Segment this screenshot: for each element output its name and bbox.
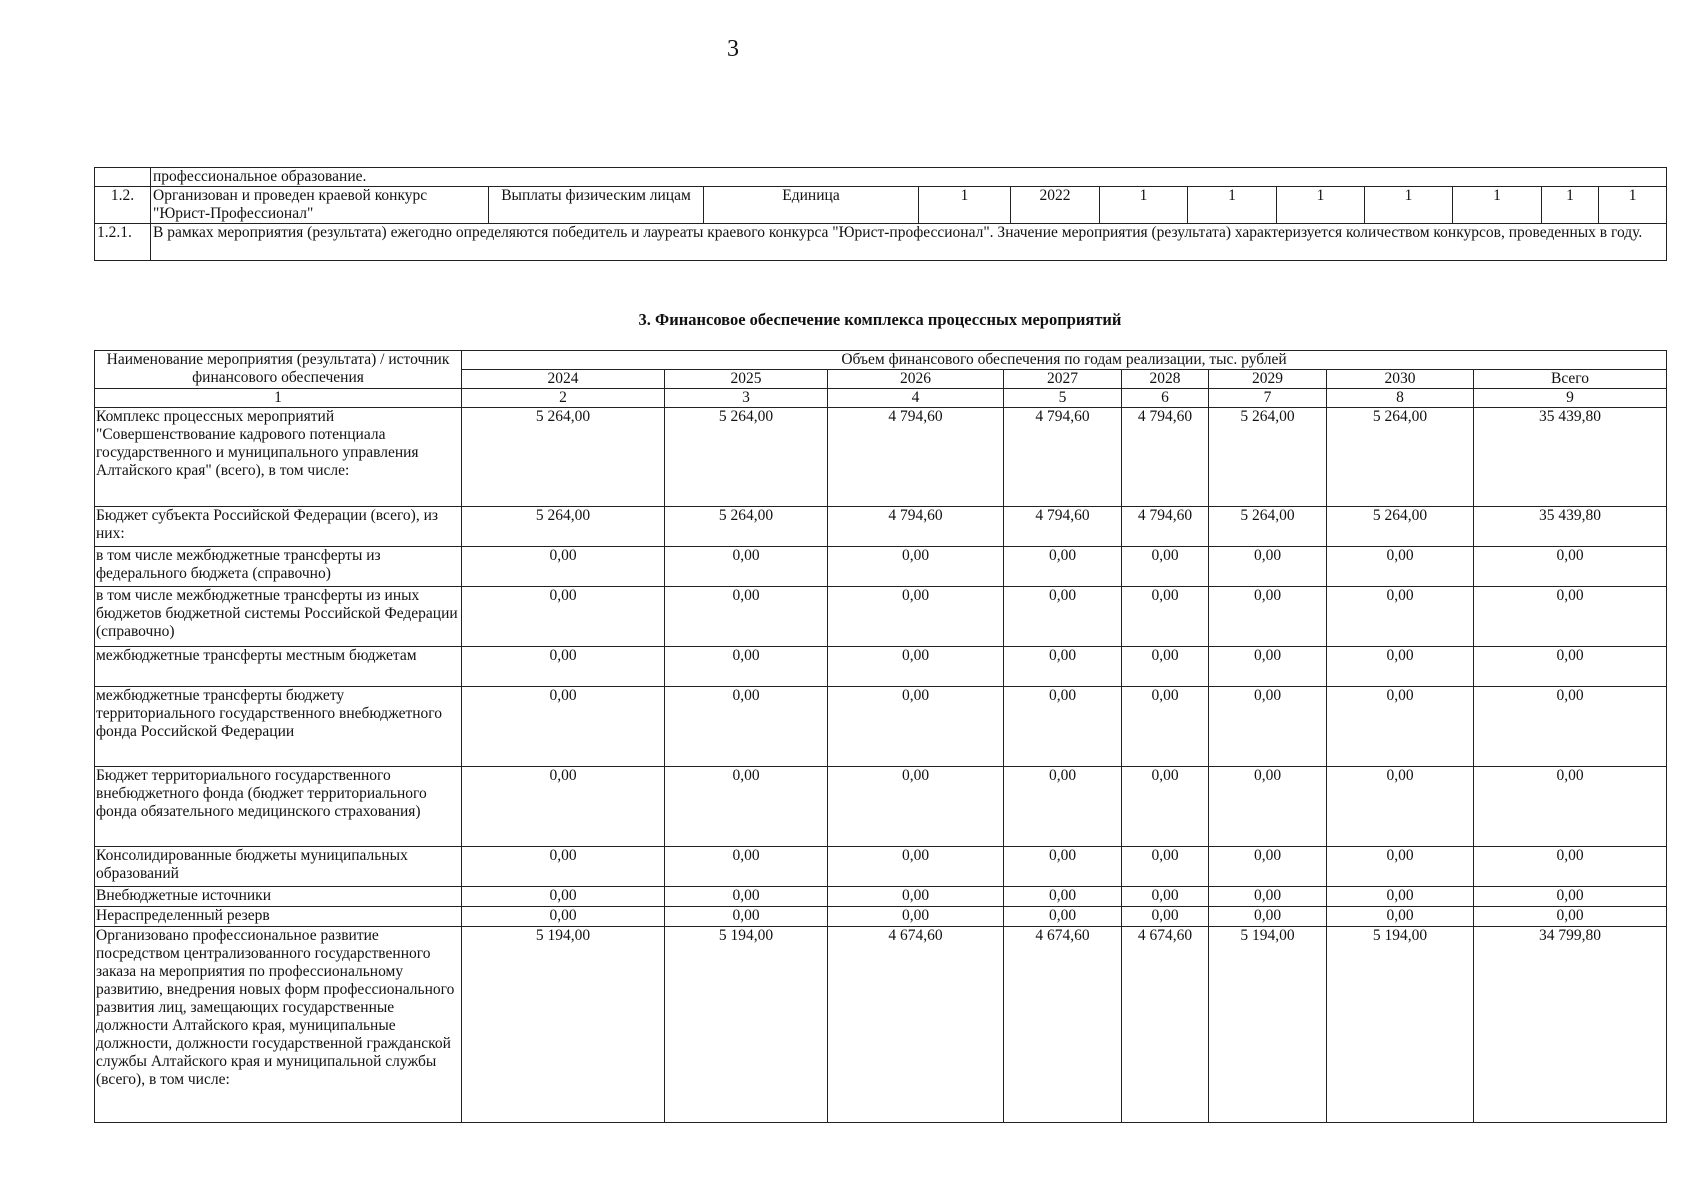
table-row: [95, 887, 1667, 907]
row-value: 0,00: [462, 547, 665, 587]
row-name: в том числе межбюджетные трансферты из иных бюджетов бюджетной системы Российской Федерации (справочно): [95, 587, 462, 647]
table-row: [95, 408, 1667, 507]
row-total: 0,00: [1474, 847, 1667, 887]
row-value: 0,00: [1004, 547, 1122, 587]
row-total: 35 439,80: [1474, 507, 1667, 547]
header-year: 2026: [828, 370, 1004, 389]
row-name: Организовано профессиональное развитие посредством централизованного государственного заказа на мероприятия по профессиональному развитию, внедрения новых форм профессионального развития лиц, замещающих государственные должности Алтайского края, муниципальные должности, должности государственной гражданской службы Алтайского края и муниципальной службы (всего), в том числе:: [95, 927, 462, 1123]
row-total: 0,00: [1474, 587, 1667, 647]
row-value: 0,00: [462, 687, 665, 767]
row-name: межбюджетные трансферты бюджету территориального государственного внебюджетного фонда Российской Федерации: [95, 687, 462, 767]
row-total: 0,00: [1474, 907, 1667, 927]
row-name: межбюджетные трансферты местным бюджетам: [95, 647, 462, 687]
table-row: [95, 767, 1667, 847]
row-value: 0,00: [665, 587, 828, 647]
continuation-text: профессиональное образование.: [151, 168, 1667, 187]
column-number: 7: [1209, 389, 1327, 408]
row-value: 0,00: [1122, 887, 1209, 907]
row-value: 0,00: [1209, 847, 1327, 887]
year-value: 1: [1365, 187, 1453, 224]
row-value: 0,00: [1004, 887, 1122, 907]
finance-body: [95, 408, 1667, 1123]
column-number: 1: [95, 389, 462, 408]
row-total: 35 439,80: [1474, 408, 1667, 507]
table-row: [95, 927, 1667, 1123]
row-value: 0,00: [1209, 547, 1327, 587]
row-value: 0,00: [828, 547, 1004, 587]
row-value: 4 794,60: [1004, 507, 1122, 547]
result-name: Организован и проведен краевой конкурс "Юрист-Профессионал": [151, 187, 489, 224]
row-value: 0,00: [462, 767, 665, 847]
year-value: 1: [1599, 187, 1667, 224]
row-value: 0,00: [1327, 887, 1474, 907]
row-value: 0,00: [1327, 547, 1474, 587]
table-row: [95, 187, 1667, 224]
row-value: 0,00: [665, 907, 828, 927]
row-value: 5 264,00: [1209, 408, 1327, 507]
row-value: 0,00: [1209, 587, 1327, 647]
row-value: 0,00: [1327, 907, 1474, 927]
row-value: 0,00: [828, 847, 1004, 887]
table-row: [95, 847, 1667, 887]
row-value: 0,00: [1004, 767, 1122, 847]
year-value: 1: [1542, 187, 1599, 224]
table-row: [95, 687, 1667, 767]
row-value: 4 794,60: [1004, 408, 1122, 507]
row-value: 0,00: [462, 647, 665, 687]
row-value: 0,00: [1122, 767, 1209, 847]
row-number: 1.2.1.: [95, 224, 151, 261]
row-value: 0,00: [828, 767, 1004, 847]
row-value: 4 674,60: [828, 927, 1004, 1123]
row-value: 0,00: [1004, 647, 1122, 687]
row-name: Нераспределенный резерв: [95, 907, 462, 927]
row-number: 1.2.: [95, 187, 151, 224]
row-value: 0,00: [828, 647, 1004, 687]
row-value: 0,00: [665, 687, 828, 767]
row-value: 0,00: [1209, 647, 1327, 687]
unit: Единица: [704, 187, 919, 224]
finance-table: [94, 350, 1667, 1123]
row-name: в том числе межбюджетные трансферты из федерального бюджета (справочно): [95, 547, 462, 587]
row-value: 0,00: [1004, 687, 1122, 767]
column-number: 2: [462, 389, 665, 408]
row-value: 0,00: [462, 587, 665, 647]
row-value: 0,00: [1122, 547, 1209, 587]
row-value: 0,00: [665, 767, 828, 847]
row-value: 4 794,60: [1122, 507, 1209, 547]
row-value: 5 264,00: [462, 507, 665, 547]
row-name: Комплекс процессных мероприятий "Совершенствование кадрового потенциала государственного и муниципального управления Алтайского края" (всего), в том числе:: [95, 408, 462, 507]
row-value: 0,00: [462, 907, 665, 927]
row-value: 0,00: [462, 887, 665, 907]
table-row: [95, 587, 1667, 647]
row-name: Внебюджетные источники: [95, 887, 462, 907]
header-total: Всего: [1474, 370, 1667, 389]
row-value: 4 674,60: [1122, 927, 1209, 1123]
column-number: 5: [1004, 389, 1122, 408]
row-value: 0,00: [1327, 767, 1474, 847]
column-number: 3: [665, 389, 828, 408]
section-title: 3. Финансовое обеспечение комплекса процессных мероприятий: [638, 310, 1122, 329]
row-value: 0,00: [1004, 907, 1122, 927]
row-value: 0,00: [1209, 767, 1327, 847]
year-value: 1: [1453, 187, 1542, 224]
results-table: [94, 167, 1667, 261]
row-value: 5 264,00: [665, 408, 828, 507]
row-value: 0,00: [1122, 907, 1209, 927]
header-group: Объем финансового обеспечения по годам реализации, тыс. рублей: [462, 351, 1667, 370]
row-value: 0,00: [1327, 847, 1474, 887]
header-year: 2025: [665, 370, 828, 389]
column-number: 6: [1122, 389, 1209, 408]
row-name: Бюджет субъекта Российской Федерации (всего), из них:: [95, 507, 462, 547]
table-row: [95, 507, 1667, 547]
column-numbers-row: [95, 389, 1667, 408]
row-name: Консолидированные бюджеты муниципальных образований: [95, 847, 462, 887]
row-value: 5 264,00: [665, 507, 828, 547]
header-name: Наименование мероприятия (результата) / источник финансового обеспечения: [95, 351, 462, 389]
row-value: 4 794,60: [828, 507, 1004, 547]
row-value: 0,00: [828, 887, 1004, 907]
row-value: 0,00: [1327, 647, 1474, 687]
row-value: 0,00: [1122, 587, 1209, 647]
row-value: 4 794,60: [1122, 408, 1209, 507]
row-total: 34 799,80: [1474, 927, 1667, 1123]
row-value: 0,00: [1209, 887, 1327, 907]
row-total: 0,00: [1474, 647, 1667, 687]
header-year: 2027: [1004, 370, 1122, 389]
row-value: 0,00: [1122, 687, 1209, 767]
row-value: 0,00: [1327, 687, 1474, 767]
row-value: 0,00: [462, 847, 665, 887]
row-value: 0,00: [665, 887, 828, 907]
row-value: 0,00: [665, 647, 828, 687]
row-value: 5 194,00: [1327, 927, 1474, 1123]
row-value: 0,00: [828, 907, 1004, 927]
row-value: 0,00: [665, 847, 828, 887]
row-value: 0,00: [828, 687, 1004, 767]
row-value: 0,00: [828, 587, 1004, 647]
header-year: 2030: [1327, 370, 1474, 389]
page-number: 3: [727, 36, 739, 62]
row-total: 0,00: [1474, 767, 1667, 847]
year-value: 1: [1277, 187, 1365, 224]
year-value: 1: [1100, 187, 1188, 224]
row-value: 0,00: [1122, 847, 1209, 887]
row-value: 4 794,60: [828, 408, 1004, 507]
column-number: 4: [828, 389, 1004, 408]
header-row: [95, 351, 1667, 370]
row-value: 0,00: [1004, 847, 1122, 887]
row-value: 5 264,00: [1209, 507, 1327, 547]
table-row: [95, 547, 1667, 587]
table-row: [95, 168, 1667, 187]
header-year: 2024: [462, 370, 665, 389]
row-value: 5 264,00: [1327, 408, 1474, 507]
column-number: 9: [1474, 389, 1667, 408]
base-year: 2022: [1011, 187, 1100, 224]
row-total: 0,00: [1474, 547, 1667, 587]
row-value: 4 674,60: [1004, 927, 1122, 1123]
row-value: 5 264,00: [1327, 507, 1474, 547]
header-year: 2028: [1122, 370, 1209, 389]
base-value: 1: [919, 187, 1011, 224]
header-year: 2029: [1209, 370, 1327, 389]
row-value: 0,00: [1327, 587, 1474, 647]
result-type: Выплаты физическим лицам: [489, 187, 704, 224]
row-value: 0,00: [1209, 907, 1327, 927]
row-total: 0,00: [1474, 887, 1667, 907]
row-name: Бюджет территориального государственного внебюджетного фонда (бюджет территориального фонда обязательного медицинского страхования): [95, 767, 462, 847]
row-value: 5 194,00: [665, 927, 828, 1123]
row-value: 0,00: [665, 547, 828, 587]
table-row: [95, 647, 1667, 687]
row-value: 5 264,00: [462, 408, 665, 507]
table-row: [95, 224, 1667, 261]
table-row: [95, 907, 1667, 927]
column-number: 8: [1327, 389, 1474, 408]
result-description: В рамках мероприятия (результата) ежегодно определяются победитель и лауреаты краевого конкурса "Юрист-профессионал". Значение мероприятия (результата) характеризуется количеством конкурсов, проведенных в году.: [151, 224, 1667, 261]
row-value: 0,00: [1122, 647, 1209, 687]
row-value: 0,00: [1209, 687, 1327, 767]
row-value: 5 194,00: [462, 927, 665, 1123]
year-value: 1: [1188, 187, 1277, 224]
row-value: 0,00: [1004, 587, 1122, 647]
row-value: 5 194,00: [1209, 927, 1327, 1123]
row-total: 0,00: [1474, 687, 1667, 767]
